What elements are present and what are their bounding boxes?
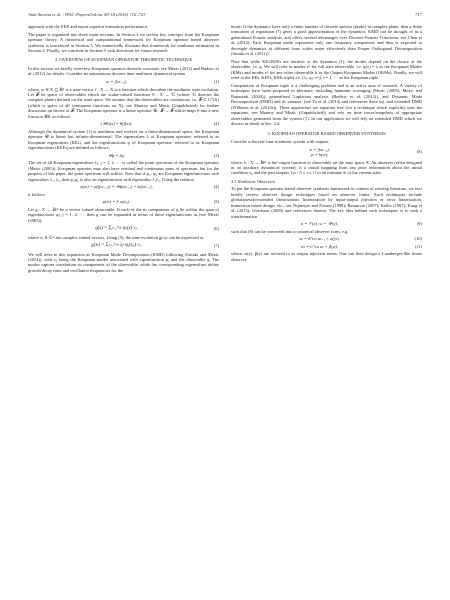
equation-number: (4) bbox=[213, 184, 219, 190]
paragraph: where vⱼ ∈ ℂᵐ are complex valued vectors. Using (5), the time evolution g(xₜ) can be expressed as bbox=[28, 234, 204, 240]
equation-number: (7) bbox=[213, 243, 219, 249]
equation-expression: xₜ = f(xₜ₋₁), bbox=[106, 79, 127, 85]
equation-expression: (𝒰θ)(x) = θ(f(x)). bbox=[100, 121, 133, 127]
paragraph: To put the Koopman operator based observer synthesis framework in context of existing literature, we first briefly review observer design techniques based on observer forms. Such techniques include global/pseudo/extended linearization, linearization by input-output injection or error linearization, immersion based design, etc., see Nijmeijer and Fossen (1999); Besancon (2007); Keller (1987); Kang et al. (2013); Ulrichsen (2009) and references therein. The key idea behind such techniques is to seek a transformation bbox=[231, 186, 422, 219]
equation-8 bbox=[231, 147, 422, 158]
section-3-heading: 3. KOOPMAN OPERATOR BASED OBSERVER SYNTHESIS bbox=[267, 130, 386, 136]
paragraph: The set of all Koopman eigenvalues λⱼ, j = 1, 2, ··· is called the point spectrum of the Koopman operator (Mezic (2005)). Koopman operator may also have residual and continuous parts of spectrum, but for the purpose of this paper, the point spectrum will suffice. Note that if φ₁, φ₂ are Koopman eigenfunctions with eigenvalues λ₁, λ₂, then φ₁φ₂ is also an eigenfunction with eigenvalue λ₁λ₂. Using the relation bbox=[28, 160, 219, 182]
paragraph: where, α(y), β(y) are referred to as output injection terms. One can then design a Luenberger-like linear observer, bbox=[231, 251, 422, 262]
equation-number: (5) bbox=[213, 199, 219, 205]
paragraph: approach with the EKF and report superior estimation performance. bbox=[28, 24, 149, 29]
equation-expression: g(xₜ) = Σⱼ₌₁^∞ λⱼᵗ φⱼ(x₀) vⱼ. bbox=[91, 243, 142, 249]
equation-2 bbox=[28, 121, 219, 126]
left-column bbox=[28, 24, 219, 276]
subsection-3-1-heading: 3.1 Nonlinear Observers bbox=[231, 178, 276, 184]
equation-6 bbox=[28, 226, 219, 231]
header-citation: Amit Surana et al. / IFAC-PapersOnLine 49-18 (2016) 716–723 bbox=[28, 12, 146, 17]
equation-number: (10) bbox=[414, 236, 422, 242]
paragraph: Computation of Koopman tuple is a challenging problem and is an active area of research. A variety of techniques have been proposed in literature, including harmonic averaging (Mezic (2005); Mezic and Banaszuk (2004)), generalized Laplacian analysis (Budisic et al. (2012)), and Dynamic Mode Decomposition (DMD) and its variants, (see Tu et al. (2014) and references there in), and extended DMD (Williams et al. (2015a)). These approaches are equation free (for a technique which explicitly uses the equations, see Mauroy and Mezic (Unpublished)) and rely on time traces/snapshots of appropriate observables generated from the system (1). In our application we will rely on extended DMD which we discuss in detail in Sec. 3.4. bbox=[231, 82, 422, 127]
section-2-heading: 2. OVERVIEW OF KOOPMAN OPERATOR THEORETIC TECHNIQUE bbox=[54, 57, 193, 63]
equation-expression: uₜ = A^co uₜ₋₁ + α(yₜ), bbox=[299, 236, 340, 242]
equation-1 bbox=[28, 79, 219, 84]
paragraph: The paper is organized into three main sections. In Section 2 we review key concepts from the Koopman operator theory. A theoretical and computational framework for Koopman operator based observer synthesis is introduced in Section 3. We numerically illustrate this framework for nonlinear estimation in Section 4. Finally, we conclude in Section 5 with directions for future research. bbox=[28, 31, 219, 53]
paragraph: where, h : X → ℝᵐ is the output function or observable on the state space X. An observer (often designed as an auxiliary dynamical system), is a causal mapping from any prior information about the initial condition x₀ and the past outputs {yₛ : 0 ≤ τ ≤ t} to an estimate x̂ₜ of the current state. bbox=[231, 159, 422, 176]
equation-11 bbox=[231, 244, 422, 249]
paragraph: In this section we briefly overview Koopman operator theoretic concepts, see Mezic (2012) and Budisic et al. (2012) for details. Consider an autonomous discrete time nonlinear dynamical system bbox=[28, 65, 219, 77]
equation-5 bbox=[28, 199, 219, 204]
equation-8-line-1: xₜ = f(xₜ₋₁), bbox=[309, 146, 330, 152]
equation-expression: φ(xₜ) = φ(f(xₜ₋₁)) = 𝒰φ(xₜ₋₁) = λφ(xₜ₋₁), bbox=[80, 184, 153, 190]
equation-number: (2) bbox=[213, 121, 219, 127]
equation-expression: wₜ = C^co uₜ + β(yₜ), bbox=[300, 243, 339, 249]
equation-4 bbox=[28, 184, 219, 189]
equation-expression bbox=[231, 147, 408, 158]
paragraph: Let g : X → ℝᵐ be a vector valued observable. If each of the m components of g lie within the span of eigenfunctions φⱼ, j = 1, 2, ···, then g can be expanded in terms of these eigenfunctions as (see Mezic (2005)), bbox=[28, 206, 219, 223]
paragraph: mode. If the dynamics have only a finite number of discrete spectra (peaks) in complex plane, then a finite truncation of expansion (7) gives a good approximation of the dynamics. KMD can be thought of as a generalized Fourier analysis, and offers several advantages over Discrete Fourier Transform, see Chen et al. (2012). Each Koopman mode represents only one frequency component, and thus is expected to decouple dynamics at different time scales more effectively than Proper Orthogonal Decomposition (Susuki et al. (2011)). bbox=[231, 24, 422, 57]
equation-number: (11) bbox=[414, 243, 422, 249]
equation-9 bbox=[231, 221, 422, 226]
paragraph: Although the dynamical system (1) is nonlinear and evolves on a finite-dimensional space, the Koopman operator 𝒰 is linear but infinite-dimensional. The eigenvalues λ of Koopman operator, referred to as Koopman eigenvalues (KEs), and the eigenfunctions φ of Koopman operator, referred to as Koopman eigenfunctions (KEFs) are defined as follows: bbox=[28, 128, 219, 151]
equation-10 bbox=[231, 236, 422, 241]
equation-3 bbox=[28, 153, 219, 158]
paragraph: such that (8) can be converted into a canonical observer form, e.g. bbox=[231, 228, 349, 234]
page-number: 717 bbox=[415, 12, 422, 17]
equation-number: (1) bbox=[213, 79, 219, 85]
paragraph: Note that while KEs/KEFs are intrinsic to the dynamics (1), the modes depend on the choice of the observable, i.e. g. We will refer to modes vˣ for full state observable, i.e. g(x) = x as the Koopman Modes (KMs) and modes vʰ for any other observable h as the Output Koopman Modes (OKMs). Finally, we will refer to the KEs, KEFs, KMs triplet i.e. (λⱼ, φⱼ, vˣⱼ), i = 1, ··· as the Koopman tuple. bbox=[231, 58, 422, 81]
equation-number: (6) bbox=[213, 226, 219, 232]
paragraph: We will refer to this expansion as Koopman Mode Decomposition (KMD) following (Susuki and Mezic (2014)), with vⱼ being the Koopman modes associated with eigenfunction φⱼ and the observable g. The modes capture correlations in components of the observable, while the corresponding eigenvalues define growth/decay rates and oscillation frequencies for the bbox=[28, 251, 219, 273]
paragraph: where, xₜ ∈ X ⊆ ℝᵈ is a state vector, f : X → X is a function which describes the nonlinear state evolution. Let 𝓕 be space of observables which are scalar-valued functions θ : X → ℂ (where, ℂ denotes the complex plane) defined on the state space. We assume that the observables are continuous, i.e, 𝓕 ⊂ C⁰(X) (which is space of all continuous functions on X), see Mauroy and Mezic (Unpublished) for further discussion on choice of 𝓕. The Koopman operator is a linear operator 𝒰 : 𝓕 → 𝓕 which maps θ into a new function 𝒰θ, as follows bbox=[28, 86, 219, 119]
equation-expression: g(x) = Σⱼ₌₁^∞ φⱼ(x) vⱼ, bbox=[95, 226, 138, 232]
right-column bbox=[231, 24, 422, 264]
equation-expression: u = 𝒱(x), w = 𝒲(y), bbox=[300, 221, 339, 227]
equation-expression: φ(xₜ) = λᵗ φ(x₀). bbox=[102, 199, 131, 205]
running-header bbox=[28, 12, 422, 17]
equation-8-line-2: yₜ = h(xₜ), bbox=[310, 152, 329, 158]
equation-number: (3) bbox=[213, 152, 219, 158]
equation-number: (8) bbox=[416, 149, 422, 155]
paragraph: it follows bbox=[28, 191, 45, 197]
equation-7 bbox=[28, 243, 219, 248]
paragraph: Consider a discrete time nonlinear system with outputs bbox=[231, 139, 329, 145]
equation-expression: 𝒰φ = λφ. bbox=[107, 152, 126, 158]
equation-number: (9) bbox=[416, 221, 422, 227]
